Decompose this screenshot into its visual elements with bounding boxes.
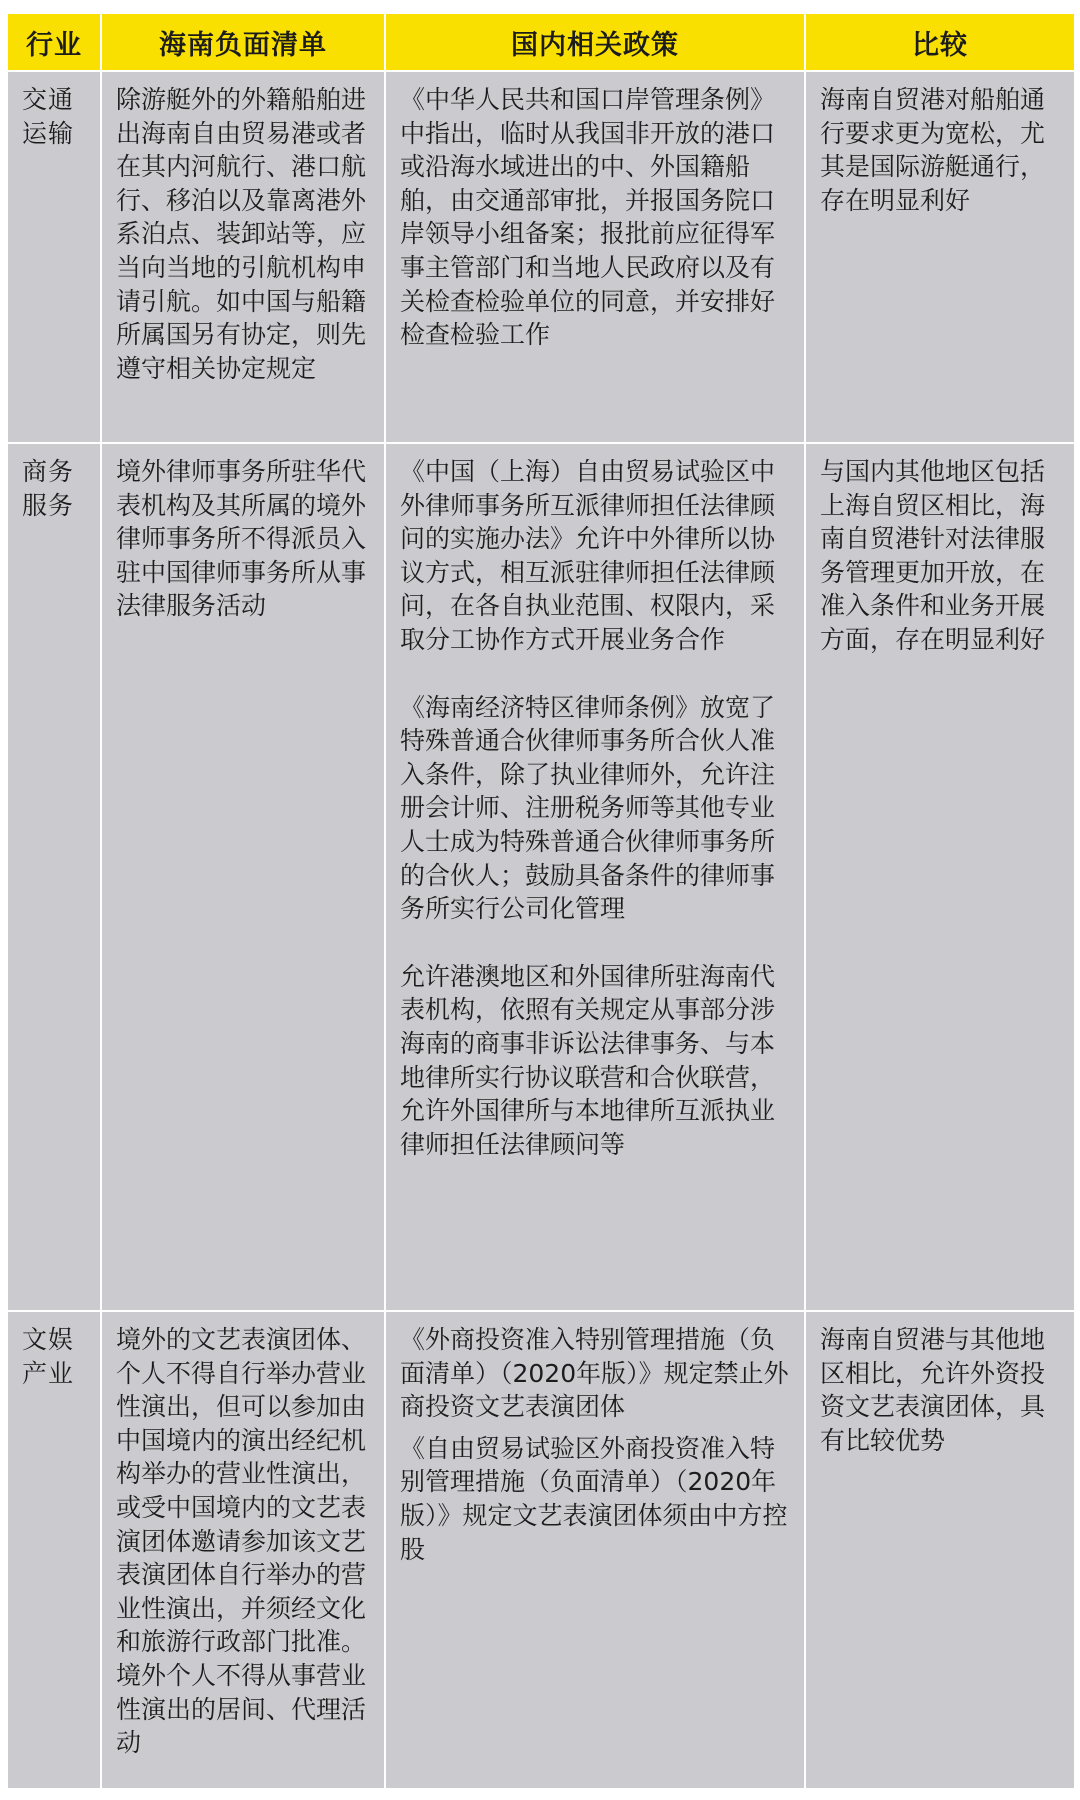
- cell-hainan-negative-list: [101, 1311, 385, 1789]
- policy-paragraph: 《中国（上海）自由贸易试验区中外律师事务所互派律师担任法律顾问的实施办法》允许中外律所以协议方式，相互派驻律师担任法律顾问，在各自执业范围、权限内，采取分工协作方式开展业务合作: [400, 457, 776, 654]
- industry-line: 服务: [22, 490, 75, 520]
- cell-comparison: [805, 443, 1075, 1311]
- industry-line: 运输: [22, 118, 75, 148]
- table-row: [7, 443, 1075, 1311]
- industry-line: 商务: [22, 457, 75, 486]
- cell-text: 境外律师事务所驻华代表机构及其所属的境外律师事务所不得派员入驻中国律师事务所从事法律服务活动: [116, 457, 367, 621]
- cell-text: 境外的文艺表演团体、个人不得自行举办营业性演出，但可以参加由中国境内的演出经纪机构举办的营业性演出，或受中国境内的文艺表演团体邀请参加该文艺表演团体自行举办的营业性演出，并须经文化和旅游行政部门批准。境外个人不得从事营业性演出的居间、代理活动: [116, 1325, 367, 1758]
- header-industry: 行业: [7, 13, 101, 71]
- table-row: [7, 1311, 1075, 1789]
- table-header-row: [7, 13, 1075, 71]
- header-comparison: 比较: [805, 13, 1075, 71]
- cell-text: 海南自贸港对船舶通行要求更为宽松，尤其是国际游艇通行，存在明显利好: [820, 85, 1046, 215]
- cell-industry: [7, 1311, 101, 1789]
- cell-comparison: [805, 1311, 1075, 1789]
- policy-paragraph: 允许港澳地区和外国律所驻海南代表机构，依照有关规定从事部分涉海南的商事非诉讼法律事务、与本地律所实行协议联营和合伙联营，允许外国律所与本地律所互派执业律师担任法律顾问等: [400, 961, 776, 1159]
- table-row: [7, 71, 1075, 443]
- industry-line: 产业: [22, 1358, 75, 1388]
- header-hainan-negative-list: 海南负面清单: [101, 13, 385, 71]
- cell-comparison: [805, 71, 1075, 443]
- cell-text: 海南自贸港与其他地区相比，允许外资投资文艺表演团体，具有比较优势: [820, 1325, 1046, 1455]
- industry-line: 交通: [22, 85, 75, 114]
- cell-hainan-negative-list: [101, 443, 385, 1311]
- cell-hainan-negative-list: [101, 71, 385, 443]
- policy-paragraph: 《海南经济特区律师条例》放宽了特殊普通合伙律师事务所合伙人准入条件，除了执业律师外，允许注册会计师、注册税务师等其他专业人士成为特殊普通合伙律师事务所的合伙人；鼓励具备条件的律师事务所实行公司化管理: [400, 692, 776, 924]
- policy-comparison-table: [6, 12, 1076, 1790]
- policy-paragraph: 《外商投资准入特别管理措施（负面清单）（2020年版）》规定禁止外商投资文艺表演团体: [400, 1325, 789, 1422]
- cell-industry: [7, 443, 101, 1311]
- cell-domestic-policy: [385, 1311, 805, 1789]
- cell-text: 与国内其他地区包括上海自贸区相比，海南自贸港针对法律服务管理更加开放，在准入条件和业务开展方面，存在明显利好: [820, 457, 1046, 654]
- policy-paragraph: 《中华人民共和国口岸管理条例》中指出，临时从我国非开放的港口或沿海水域进出的中、外国籍船舶，由交通部审批，并报国务院口岸领导小组备案；报批前应征得军事主管部门和当地人民政府以及有关检查检验单位的同意，并安排好检查检验工作: [400, 85, 776, 350]
- cell-industry: [7, 71, 101, 443]
- cell-domestic-policy: [385, 443, 805, 1311]
- cell-domestic-policy: [385, 71, 805, 443]
- industry-line: 文娱: [22, 1325, 75, 1354]
- policy-comparison-page: [6, 12, 1074, 1788]
- cell-text: 除游艇外的外籍船舶进出海南自由贸易港或者在其内河航行、港口航行、移泊以及靠离港外系泊点、装卸站等，应当向当地的引航机构申请引航。如中国与船籍所属国另有协定，则先遵守相关协定规定: [116, 85, 367, 383]
- policy-paragraph: 《自由贸易试验区外商投资准入特别管理措施（负面清单）（2020年版）》规定文艺表演团体须由中方控股: [400, 1433, 788, 1564]
- header-domestic-policy: 国内相关政策: [385, 13, 805, 71]
